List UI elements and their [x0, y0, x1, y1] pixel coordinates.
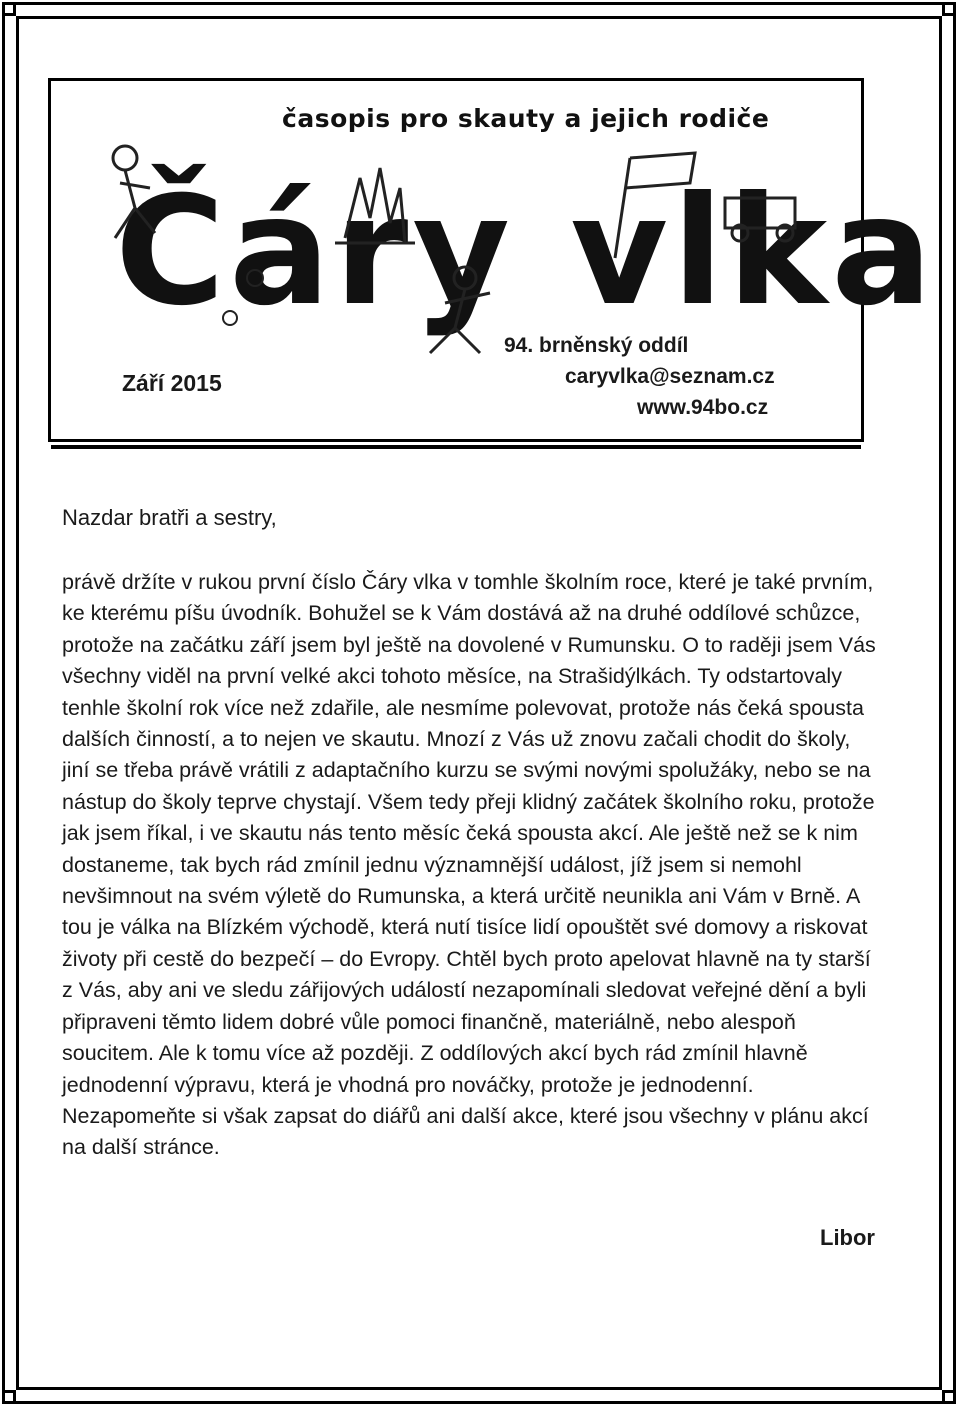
corner-ornament — [942, 1390, 956, 1404]
article-greeting: Nazdar bratři a sestry, — [62, 505, 277, 530]
corner-ornament — [2, 1390, 16, 1404]
article-body: právě držíte v rukou první číslo Čáry vlka v tomhle školním roce, které je také prvním, ke kterému píšu úvodník. Bohužel se k Vám dostává až na druhé oddílové schůzce, protože na začátku září jsem byl ještě na dovolené v Rumunsku. O to raději jsem Vás všechny viděl na první velké akci tohoto měsíce, na Strašidýlkách. Ty odstartovaly tenhle školní rok více než zdařile, ale nesmíme polevovat, protože nás čeká spousta dalších činností, a to nejen ve skautu. Mnozí z Vás už znovu začali chodit do školy, jiní se třeba právě vrátili z adaptačního kurzu se svými novými spolužáky, nebo se na nástup do školy teprve chystají. Všem tedy přeji klidný začátek školního roku, protože jak jsem říkal, i ve skautu nás tento měsíc čeká spousta akcí. Ale ještě než se k nim dostaneme, tak bych rád zmínil jednu významnější událost, jíž jsem si nemohl nevšimnout na svém výletě do Rumunska, a která určitě neunikla ani Vám v Brně. A tou je válka na Blízkém východě, která nutí tisíce lidí opouštět své domovy a riskovat životy při cestě do bezpečí – do Evropy. Chtěl bych proto apelovat hlavně na ty starší z Vás, aby ani ve sledu zářijových událostí nezapomínali sledovat veřejné dění a byli připraveni těmto lidem dobré vůle pomoci finančně, materiálně, nebo alespoň soucitem. Ale k tomu více až později. Z oddílových akcí bych rád zmínil hlavně jednodenní výpravu, která je vhodná pro nováčky, protože je jednodenní. Nezapomeňte si však zapsat do diářů ani další akce, které jsou všechny v plánu akcí na další stránce. — [62, 570, 876, 1160]
masthead-tagline: časopis pro skauty a jejich rodiče — [282, 104, 770, 133]
issue-date: Září 2015 — [122, 370, 222, 396]
corner-ornament — [942, 2, 956, 16]
website-link[interactable]: www.94bo.cz — [637, 396, 769, 419]
masthead-logo — [95, 128, 937, 378]
logo-title: Čáry vlka — [115, 165, 937, 339]
article-signature: Libor — [820, 1225, 875, 1250]
contact-email[interactable]: caryvlka@seznam.cz — [565, 365, 775, 388]
troop-name: 94. brněnský oddíl — [504, 334, 689, 357]
masthead-underline — [51, 445, 861, 449]
corner-ornament — [2, 2, 16, 16]
